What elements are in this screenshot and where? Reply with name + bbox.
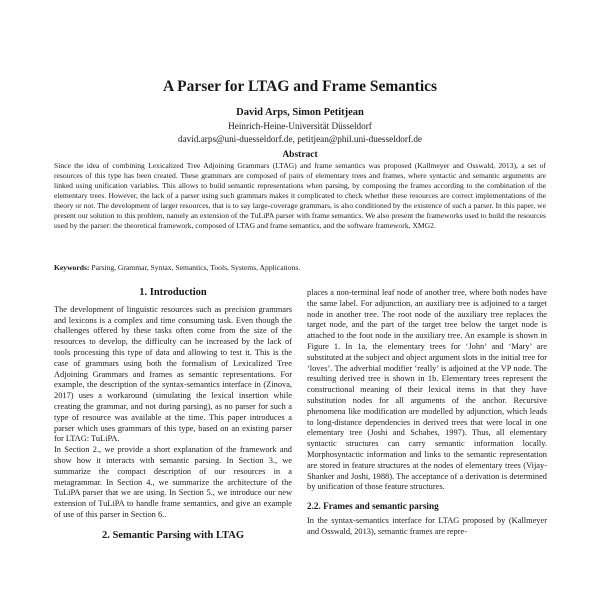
right-paragraph-2: In the syntax-semantics interface for LTAG proposed by (Kallmeyer and Osswald, 2013), semantic frames are repre- (307, 515, 547, 536)
paper-authors: David Arps, Simon Petitjean (236, 107, 364, 118)
keywords-list: Parsing, Grammar, Syntax, Semantics, Tools, Systems, Applications. (91, 263, 301, 272)
intro-paragraph-1: The development of linguistic resources such as precision grammars and lexicons is a complex and time consuming task. Even though the challenges offered by these tasks often come from the size of the resources to develop, the difficulty can be increased by the lack of tools processing this type of data and allowing to test it. This is the case of grammars using both the formalism of Lexicalized Tree Adjoining Grammars and frames as semantic representations. For example, the description of the syntax-semantics interface in (Zinova, 2017) uses a workaround (simulating the lexical insertion while creating the grammar, and not during parsing), as no parser for such a type of resource was available at the time. This paper introduces a parser which uses grammars of this type, based on an existing parser for LTAG: TuLiPA. (54, 304, 292, 444)
keywords-line (54, 263, 546, 273)
intro-paragraph-2: In Section 2., we provide a short explanation of the framework and show how it interacts with semantic parsing. In Section 3., we summarize the compact description of our resources in a metagrammar. In Section 4., we summarize the architecture of the TuLiPA parser that we are using. In Section 5., we introduce our new extension of TuLiPA to handle frame semantics, and give an example of use of this parser in Section 6.. (54, 445, 292, 519)
paper-emails: david.arps@uni-duesseldorf.de, petitjean@phil.uni-duesseldorf.de (178, 134, 422, 144)
right-column (307, 288, 547, 538)
right-paragraph-1: places a non-terminal leaf node of another tree, where both nodes have the same label. For adjunction, an auxiliary tree is adjoined to a target node in another tree. The root node of the auxiliary tree replaces the target node, and the part of the target tree below the target node is attached to the foot node in the auxiliary tree. An example is shown in Figure 1. In 1a, the elementary trees for ‘John’ and ‘Mary’ are substituted at the subject and object argument slots in the initial tree for ‘loves’. The adverbial modifier ‘really’ is adjoined at the VP node. The resulting derived tree is shown in 1b. Elementary trees represent the constructional meaning of their lexical items in that they have substitution nodes for all arguments of the anchor. Recursive phenomena like modification are modelled by adjunction, which leads to long-distance dependencies in derived trees that were local in one elementary tree (Joshi and Schabes, 1997). Thus, all elementary syntactic structures can carry semantic information locally. Morphosyntactic information and links to the semantic representation are stored in feature structures at the nodes of elementary trees (Vijay-Shanker and Joshi, 1988). The acceptance of a derivation is determined by unification of those feature structures. (307, 288, 547, 492)
section-2-heading: 2. Semantic Parsing with LTAG (101, 529, 245, 541)
paper-title: A Parser for LTAG and Frame Semantics (162, 78, 438, 95)
keywords-label: Keywords: (54, 263, 90, 272)
paper-affiliation: Heinrich-Heine-Universität Düsseldorf (228, 121, 372, 131)
abstract-text: Since the idea of combining Lexicalized Tree Adjoining Grammars (LTAG) and frame semantics was proposed (Kallmeyer and Osswald, 2013), a set of resources of this type has been created. These grammars are composed of pairs of elementary trees and frames, where syntactic and semantic arguments are linked using unification variables. This allows to build semantic representations when parsing, by composing the frames according to the combination of the elementary trees. However, the lack of a parser using such grammars makes it complicated to check whether these resources are correct implementations of the theory or not. The development of larger resources, that is to say large-coverage grammars, is also conditioned by the existence of such a parser. In this paper, we present our solution to this problem, namely an extension of the TuLiPA parser with frame semantics. We also present the frameworks used to build the resources used by the parser: the theoretical framework, composed of LTAG and frame semantics, and the software framework, XMG2. (54, 161, 546, 231)
section-1-heading: 1. Introduction (139, 287, 207, 298)
subsection-2-2-heading: 2.2. Frames and semantic parsing (307, 501, 439, 512)
abstract-heading: Abstract (282, 150, 318, 160)
left-column (54, 288, 292, 548)
